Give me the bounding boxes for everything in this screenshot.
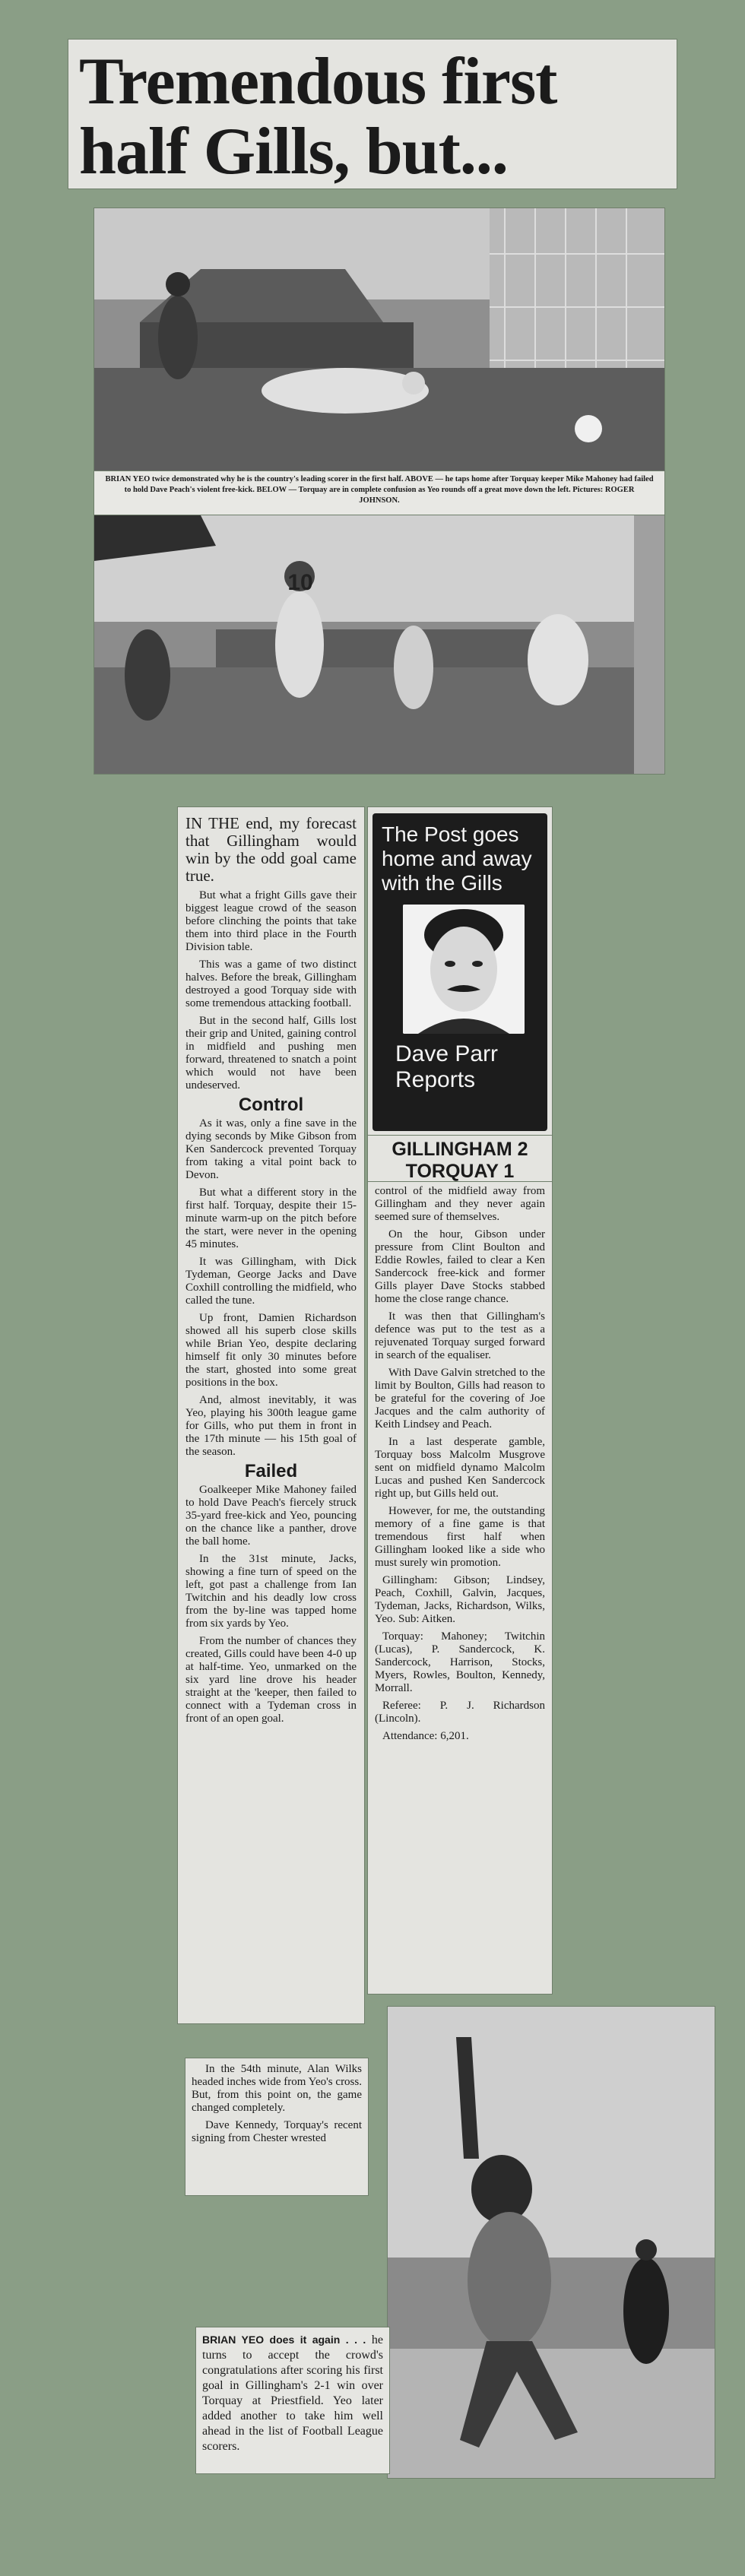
photo-caption-yeo xyxy=(196,2327,389,2473)
article-paragraph: Up front, Damien Richardson showed all his superb close skills while Brian Yeo, despite declaring himself fit only 30 minutes before the start, ghosted into some great positions in the box. xyxy=(185,1312,357,1389)
logo-slogan: The Post goes home and away with the Gills xyxy=(382,822,532,895)
article-paragraph: But in the second half, Gills lost their grip and United, gaining control in midfield and pushing men forward, threatened to snatch a point which would not have been undeserved. xyxy=(185,1015,357,1092)
article-paragraph: Goalkeeper Mike Mahoney failed to hold Dave Peach's fiercely struck 35-yard free-kick and Yeo, pouncing on the chance like a panther, drove the ball home. xyxy=(185,1484,357,1548)
yeo-celebration-photo xyxy=(388,2007,715,2478)
article-paragraph: It was Gillingham, with Dick Tydeman, George Jacks and Dave Coxhill controlling the midfield, who called the tune. xyxy=(185,1256,357,1307)
article-paragraph: IN THE end, my forecast that Gillingham would win by the odd goal came true. xyxy=(185,814,357,885)
article-paragraph: In the 54th minute, Alan Wilks headed inches wide from Yeo's cross. But, from this point on, the game changed completely. xyxy=(192,2063,362,2114)
article-column-left-continued xyxy=(185,2058,368,2195)
score-box xyxy=(368,1136,552,1183)
referee: Referee: P. J. Richardson (Lincoln). xyxy=(375,1700,545,1725)
article-paragraph: But what a different story in the first half. Torquay, despite their 15-minute warm-up on the pitch before the start, were never in the opening 45 minutes. xyxy=(185,1187,357,1250)
article-paragraph: Dave Kennedy, Torquay's recent signing from Chester wrested xyxy=(192,2119,362,2144)
subheading-control: Control xyxy=(238,1095,304,1115)
score-home: GILLINGHAM 2 xyxy=(392,1139,528,1160)
article-paragraph: On the hour, Gibson under pressure from Clint Boulton and Eddie Rowles, failed to clear a Ken Sandercock free-kick and former Gills player Dave Stocks stabbed home the close range chance. xyxy=(375,1228,545,1305)
shirt-number: 10 xyxy=(287,570,313,595)
article-paragraph: With Dave Galvin stretched to the limit by Boulton, Gills had reason to be grateful for the covering of Joe Jacques and the calm authority of Keith Lindsey and Peach. xyxy=(375,1367,545,1431)
team-gillingham: Gillingham: Gibson; Lindsey, Peach, Coxhill, Galvin, Jacques, Tydeman, Jacks, Richardson, Wilks, Yeo. Sub: Aitken. xyxy=(375,1574,545,1625)
article-paragraph: This was a game of two distinct halves. Before the break, Gillingham destroyed a good Torquay side with some tremendous attacking football. xyxy=(185,958,357,1009)
action-photo xyxy=(94,515,664,774)
attendance: Attendance: 6,201. xyxy=(382,1730,469,1742)
article-paragraph: As it was, only a fine save in the dying seconds by Mike Gibson from Ken Sandercock prevented Torquay from taking a vital point back to Devon. xyxy=(185,1117,357,1181)
headline xyxy=(68,40,677,187)
article-paragraph: And, almost inevitably, it was Yeo, playing his 300th league game for Gills, who put them in front in the 17th minute — his 15th goal of the season. xyxy=(185,1394,357,1458)
logo-panel xyxy=(372,813,547,1131)
score-away: TORQUAY 1 xyxy=(405,1161,515,1182)
subheading-failed: Failed xyxy=(244,1461,298,1481)
column-logo xyxy=(368,807,552,1136)
caption-text: he turns to accept the crowd's congratulations after scoring his first goal in Gillingham's 2-1 win over Torquay at Priestfield. Yeo later added another to take him well ahead in the list of Football League scorers. xyxy=(202,2334,383,2453)
goalmouth-photo xyxy=(94,208,664,471)
article-paragraph: In a last desperate gamble, Torquay boss Malcolm Musgrove sent on midfield dynamo Malcolm Lucas and pushed Ken Sandercock right up, but Gills held out. xyxy=(375,1436,545,1500)
article-paragraph: control of the midfield away from Gillingham and they never again seemed sure of themselves. xyxy=(375,1185,545,1223)
article-paragraph: But what a fright Gills gave their biggest league crowd of the season before clinching the points that take them into third place in the Fourth Division table. xyxy=(185,889,357,953)
headline-line-1: Tremendous first xyxy=(79,45,557,119)
headline-line-2: half Gills, but... xyxy=(79,115,508,189)
article-column-right xyxy=(368,1182,552,1994)
photo-caption-top: BRIAN YEO twice demonstrated why he is the country's leading scorer in the first half. ABOVE — he taps home after Torquay keeper Mike Mahoney had failed to hold Dave Peach's violent free-kick. BELOW — Torquay are in complete confusion as Yeo rounds off a great move down the left. Pictures: ROGER JOHNSON. xyxy=(94,471,664,515)
caption-lead: BRIAN YEO does it again . . . xyxy=(202,2334,366,2346)
reporter-portrait xyxy=(403,905,525,1034)
article-paragraph: From the number of chances they created, Gills could have been 4-0 up at half-time. Yeo, unmarked on the six yard line drove his header straight at the 'keeper, then failed to connect with a Tydeman cross in front of an open goal. xyxy=(185,1635,357,1725)
reporter-name: Dave Parr Reports xyxy=(395,1041,499,1092)
article-paragraph: In the 31st minute, Jacks, showing a fine turn of speed on the left, got past a challenge from Ian Twitchin and his deadly low cross from the by-line was tapped home from six yards by Yeo. xyxy=(185,1553,357,1630)
team-torquay: Torquay: Mahoney; Twitchin (Lucas), P. Sandercock, K. Sandercock, Harrison, Stocks, Myers, Rowles, Boulton, Kennedy, Morrall. xyxy=(375,1630,545,1694)
headline-clipping xyxy=(68,40,677,189)
article-paragraph: However, for me, the outstanding memory of a fine game is that tremendous first half when Gillingham looked like a side who must surely win promotion. xyxy=(375,1505,545,1569)
article-column-left xyxy=(178,807,364,2023)
article-paragraph: It was then that Gillingham's defence was put to the test as a rejuvenated Torquay surged forward in search of the equaliser. xyxy=(375,1310,545,1361)
